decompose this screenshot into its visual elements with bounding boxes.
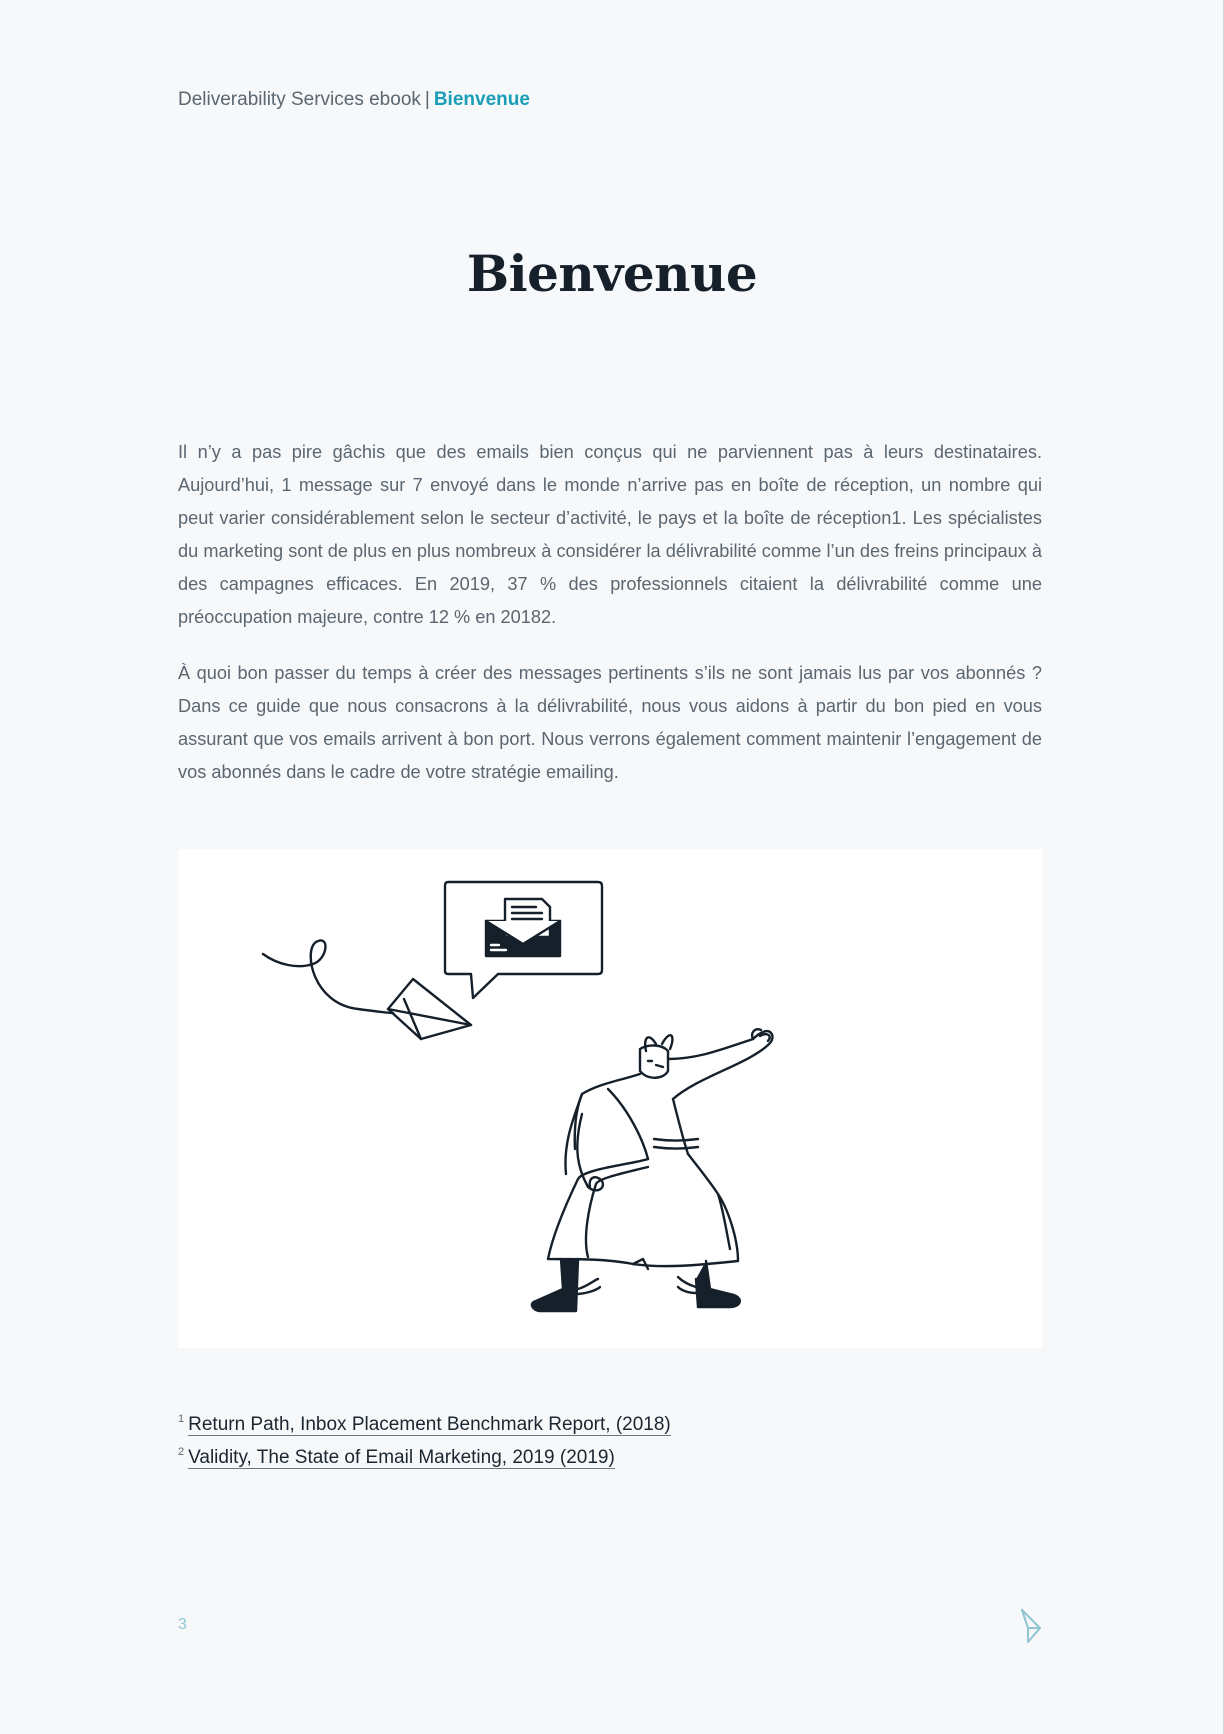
footnote-2 [178, 1445, 671, 1478]
footnote-1 [178, 1412, 671, 1445]
envelope-icon [486, 899, 560, 956]
paragraph-1: Il n’y a pas pire gâchis que des emails bien conçus qui ne parviennent pas à leurs destinataires. Aujourd’hui, 1 message sur 7 envoyé dans le monde n’arrive pas en boîte de réception, un nombre qui peut varier considérablement selon le secteur d’activité, le pays et la boîte de réception1. Les spécialistes du marketing sont de plus en plus nombreux à considérer la délivrabilité comme l’un des freins principaux à des campagnes efficaces. En 2019, 37 % des professionnels citaient la délivrabilité comme une préoccupation majeure, contre 12 % en 20182. [178, 442, 1042, 627]
footnotes [178, 1412, 671, 1478]
header-doc-title: Deliverability Services ebook [178, 89, 421, 110]
plane-trail [263, 940, 393, 1013]
page-number: 3 [178, 1616, 187, 1633]
header-section: Bienvenue [433, 89, 530, 110]
footnote-link-1[interactable]: Return Path, Inbox Placement Benchmark Report, (2018) [188, 1414, 671, 1435]
footnote-link-2[interactable]: Validity, The State of Email Marketing, 2019 (2019) [188, 1447, 615, 1468]
hermes-figure-icon [532, 1029, 773, 1311]
paper-plane-icon [388, 979, 471, 1039]
header-separator: | [424, 89, 430, 110]
running-header [178, 89, 530, 111]
brand-logo-icon [1018, 1608, 1044, 1644]
hermes-illustration [178, 849, 1042, 1348]
footnote-marker: 2 [178, 1446, 185, 1458]
footnote-marker: 1 [178, 1413, 185, 1425]
body-text [178, 436, 1042, 812]
page-title: Bienvenue [466, 244, 758, 303]
paragraph-2: À quoi bon passer du temps à créer des messages pertinents s’ils ne sont jamais lus par vos abonnés ? Dans ce guide que nous consacrons à la délivrabilité, nous vous aidons à partir du bon pied en vous assurant que vos emails arrivent à bon port. Nous verrons également comment maintenir l’engagement de vos abonnés dans le cadre de votre stratégie emailing. [178, 663, 1042, 782]
